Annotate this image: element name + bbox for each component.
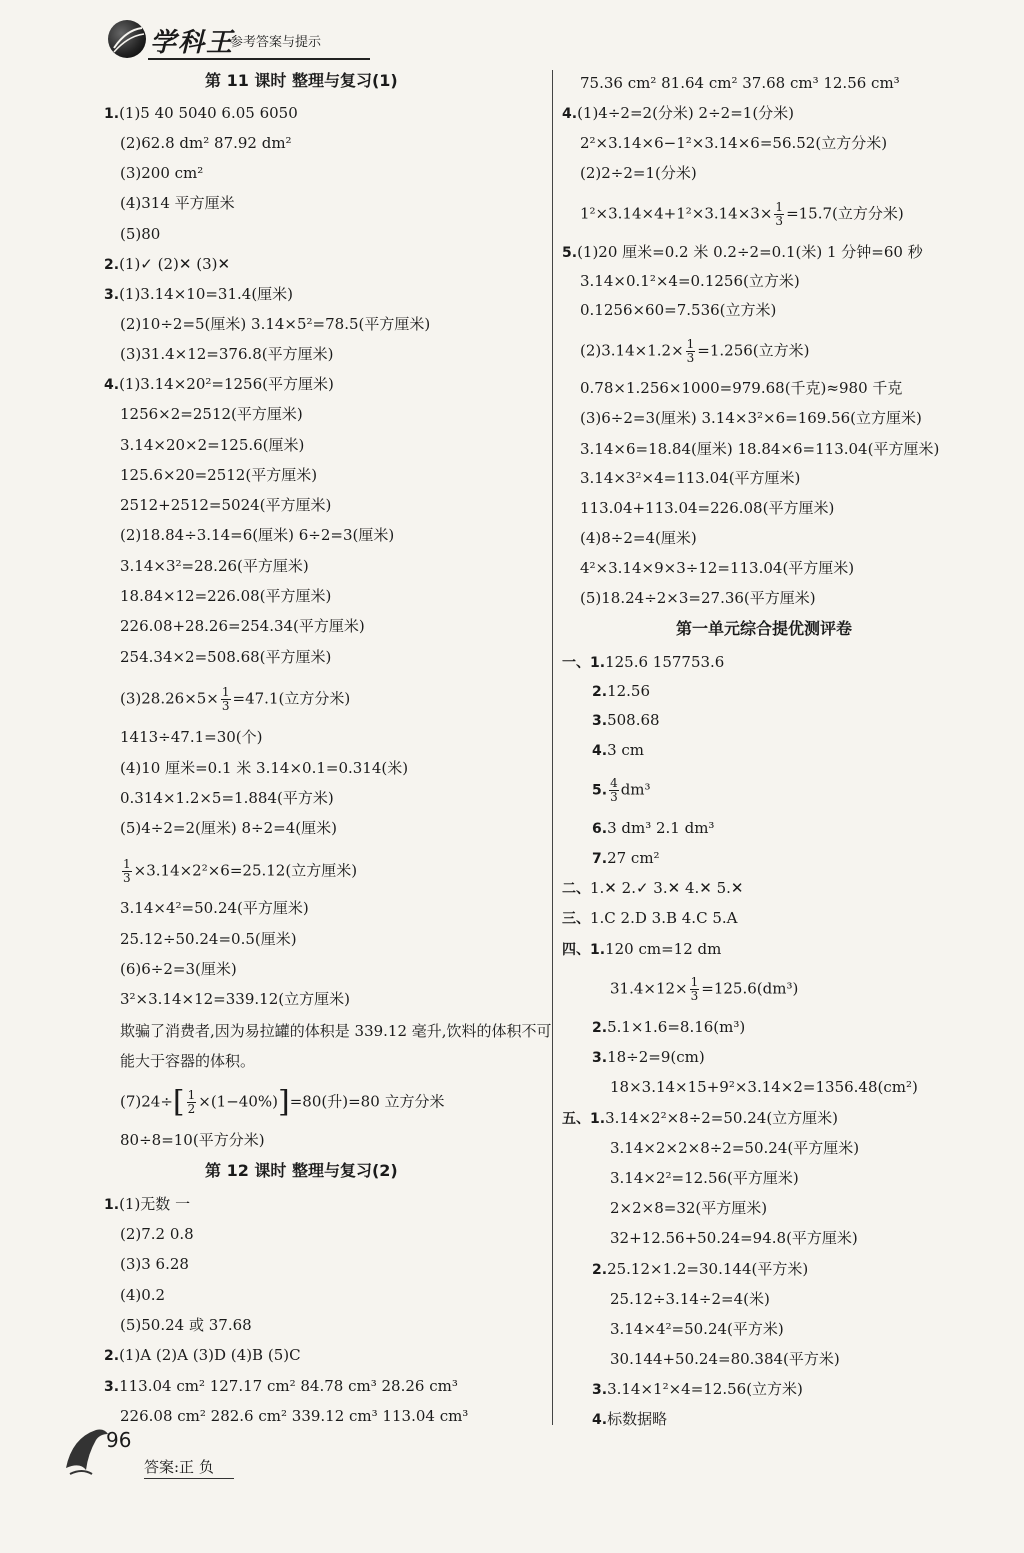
answer-line: 1413÷47.1=30(个) <box>120 728 263 746</box>
header-rule <box>148 58 370 60</box>
answer-line: 一、1.125.6 157753.6 <box>562 653 725 671</box>
answer-line: 三、1.C 2.D 3.B 4.C 5.A <box>562 909 738 927</box>
footer-rule <box>144 1478 234 1479</box>
answer-line: 3.14×2×2×8÷2=50.24(平方厘米) <box>610 1139 860 1157</box>
logo-swoosh-icon <box>108 20 146 58</box>
answer-line-fraction: $\frac{1}{3}$ ×3.14×2²×6=25.12(立方厘米) <box>123 857 358 885</box>
answer-line: 2.(1)✓ (2)✕ (3)✕ <box>104 255 231 273</box>
answer-line: 4.标数据略 <box>592 1410 668 1428</box>
column-divider <box>552 70 553 1425</box>
answer-line: 125.6×20=2512(平方厘米) <box>120 466 318 484</box>
answer-line: 3.508.68 <box>592 711 660 729</box>
fraction: $\frac{1}{3}$ <box>123 857 131 885</box>
answer-line: 五、1.3.14×2²×8÷2=50.24(立方厘米) <box>562 1109 839 1127</box>
answer-line: 3.14×3²=28.26(平方厘米) <box>120 557 309 575</box>
answer-line: 4.3 cm <box>592 741 644 759</box>
answer-line: 7.27 cm² <box>592 849 660 867</box>
answer-line: 3.14×4²=50.24(平方厘米) <box>120 899 309 917</box>
fraction: $\frac{1}{3}$ <box>686 337 695 365</box>
answer-line: (2)10÷2=5(厘米) 3.14×5²=78.5(平方厘米) <box>120 315 431 333</box>
unit-test-title: 第一单元综合提优测评卷 <box>676 619 853 638</box>
answer-line: 3.14×3²×4=113.04(平方厘米) <box>580 469 801 487</box>
answer-line: 30.144+50.24=80.384(平方米) <box>610 1350 840 1368</box>
page-header <box>100 14 380 62</box>
answer-line: (3)31.4×12=376.8(平方厘米) <box>120 345 334 363</box>
answer-line: 1256×2=2512(平方厘米) <box>120 405 303 423</box>
fraction: $\frac{1}{3}$ <box>221 685 230 713</box>
dolphin-icon <box>62 1418 112 1478</box>
answer-line: 3.113.04 cm² 127.17 cm² 84.78 cm³ 28.26 cm³ <box>104 1377 458 1395</box>
answer-line-fraction: 1²×3.14×4+1²×3.14×3× $\frac{1}{3}$ =15.7(立方分米) <box>580 200 904 228</box>
answer-line: 3.14×0.1²×4=0.1256(立方米) <box>580 272 800 290</box>
answer-line: 226.08+28.26=254.34(平方厘米) <box>120 617 365 635</box>
answer-line-fraction: (3)28.26×5× $\frac{1}{3}$ =47.1(立方分米) <box>120 685 351 713</box>
answer-paragraph: 欺骗了消费者,因为易拉罐的体积是 339.12 毫升,饮料的体积不可能大于容器的体积。 <box>120 1022 552 1070</box>
fraction: $\frac{4}{3}$ <box>610 776 618 804</box>
answer-line: 4.(1)4÷2=2(分米) 2÷2=1(分米) <box>562 104 795 122</box>
answer-line: 2.25.12×1.2=30.144(平方米) <box>592 1260 809 1278</box>
answer-line: 80÷8=10(平方分米) <box>120 1131 265 1149</box>
page-number: 96 <box>106 1428 132 1452</box>
answer-line: (5)80 <box>120 225 161 243</box>
footer-note: 答案:正 负 <box>144 1458 214 1476</box>
answer-line: 254.34×2=508.68(平方厘米) <box>120 648 332 666</box>
fraction: $\frac{1}{2}$ <box>187 1088 196 1116</box>
answer-line: 0.1256×60=7.536(立方米) <box>580 301 777 319</box>
answer-line: (2)2÷2=1(分米) <box>580 164 697 182</box>
answer-line: (4)0.2 <box>120 1286 166 1304</box>
answer-line: 2.(1)A (2)A (3)D (4)B (5)C <box>104 1346 301 1364</box>
answer-line: (3)200 cm² <box>120 164 204 182</box>
answer-line: 0.78×1.256×1000=979.68(千克)≈980 千克 <box>580 379 903 397</box>
answer-line: (5)50.24 或 37.68 <box>120 1316 252 1334</box>
answer-line: (4)8÷2=4(厘米) <box>580 529 697 547</box>
fraction: $\frac{1}{3}$ <box>690 975 699 1003</box>
brand-subtitle: 参考答案与提示 <box>230 35 322 50</box>
answer-line: 32+12.56+50.24=94.8(平方厘米) <box>610 1229 858 1247</box>
answer-line: 18×3.14×15+9²×3.14×2=1356.48(cm²) <box>610 1078 918 1096</box>
answer-line-fraction: 31.4×12× $\frac{1}{3}$ =125.6(dm³) <box>610 975 799 1003</box>
answer-line: 4.(1)3.14×20²=1256(平方厘米) <box>104 375 334 393</box>
answer-line: (2)18.84÷3.14=6(厘米) 6÷2=3(厘米) <box>120 526 395 544</box>
answer-line: (2)7.2 0.8 <box>120 1225 194 1243</box>
answer-line-fraction: 5. $\frac{4}{3}$ dm³ <box>592 776 651 804</box>
answer-line: 3.18÷2=9(cm) <box>592 1048 705 1066</box>
answer-line: 3²×3.14×12=339.12(立方厘米) <box>120 990 350 1008</box>
answer-line: 75.36 cm² 81.64 cm² 37.68 cm³ 12.56 cm³ <box>580 74 900 92</box>
answer-line: 3.14×2²=12.56(平方厘米) <box>610 1169 799 1187</box>
section-11-title: 第 11 课时 整理与复习(1) <box>205 71 398 90</box>
answer-line: 2²×3.14×6−1²×3.14×6=56.52(立方分米) <box>580 134 888 152</box>
answer-line: 226.08 cm² 282.6 cm² 339.12 cm³ 113.04 cm³ <box>120 1407 469 1425</box>
answer-line: 4²×3.14×9×3÷12=113.04(平方厘米) <box>580 559 855 577</box>
answer-line: 二、1.✕ 2.✓ 3.✕ 4.✕ 5.✕ <box>562 879 744 897</box>
brand-title: 学科王 <box>150 28 235 58</box>
answer-line: 2.12.56 <box>592 682 651 700</box>
answer-line: 1.(1)无数 一 <box>104 1195 191 1213</box>
answer-line: (3)3 6.28 <box>120 1255 189 1273</box>
answer-line: (4)314 平方厘米 <box>120 194 235 212</box>
answer-line: 3.3.14×1²×4=12.56(立方米) <box>592 1380 803 1398</box>
answer-line: (6)6÷2=3(厘米) <box>120 960 237 978</box>
answer-line: (3)6÷2=3(厘米) 3.14×3²×6=169.56(立方厘米) <box>580 409 922 427</box>
answer-line: 5.(1)20 厘米=0.2 米 0.2÷2=0.1(米) 1 分钟=60 秒 <box>562 243 923 261</box>
answer-line: 2×2×8=32(平方厘米) <box>610 1199 768 1217</box>
answer-line-fraction: (2)3.14×1.2× $\frac{1}{3}$ =1.256(立方米) <box>580 337 810 365</box>
answer-line: 6.3 dm³ 2.1 dm³ <box>592 819 715 837</box>
section-12-title: 第 12 课时 整理与复习(2) <box>205 1161 398 1180</box>
answer-line: 2512+2512=5024(平方厘米) <box>120 496 332 514</box>
answer-line: 3.14×20×2=125.6(厘米) <box>120 436 305 454</box>
answer-line: (2)62.8 dm² 87.92 dm² <box>120 134 292 152</box>
answer-line: 25.12÷50.24=0.5(厘米) <box>120 930 297 948</box>
answer-line: 四、1.120 cm=12 dm <box>562 940 722 958</box>
answer-line: 2.5.1×1.6=8.16(m³) <box>592 1018 746 1036</box>
answer-line: 113.04+113.04=226.08(平方厘米) <box>580 499 835 517</box>
answer-line: 0.314×1.2×5=1.884(平方米) <box>120 789 334 807</box>
page-footer <box>62 1418 262 1488</box>
answer-line: 3.(1)3.14×10=31.4(厘米) <box>104 285 294 303</box>
answer-line: 3.14×6=18.84(厘米) 18.84×6=113.04(平方厘米) <box>580 440 940 458</box>
answer-line-bracket: (7)24÷[ $\frac{1}{2}$ ×(1−40%)]=80(升)=80 立方分米 <box>120 1084 445 1120</box>
answer-line: (5)4÷2=2(厘米) 8÷2=4(厘米) <box>120 819 337 837</box>
answer-line: 18.84×12=226.08(平方厘米) <box>120 587 332 605</box>
fraction: $\frac{1}{3}$ <box>775 200 784 228</box>
answer-line: 25.12÷3.14÷2=4(米) <box>610 1290 770 1308</box>
answer-line: 1.(1)5 40 5040 6.05 6050 <box>104 104 298 122</box>
answer-line: (4)10 厘米=0.1 米 3.14×0.1=0.314(米) <box>120 759 409 777</box>
answer-line: (5)18.24÷2×3=27.36(平方厘米) <box>580 589 816 607</box>
answer-line: 3.14×4²=50.24(平方米) <box>610 1320 784 1338</box>
